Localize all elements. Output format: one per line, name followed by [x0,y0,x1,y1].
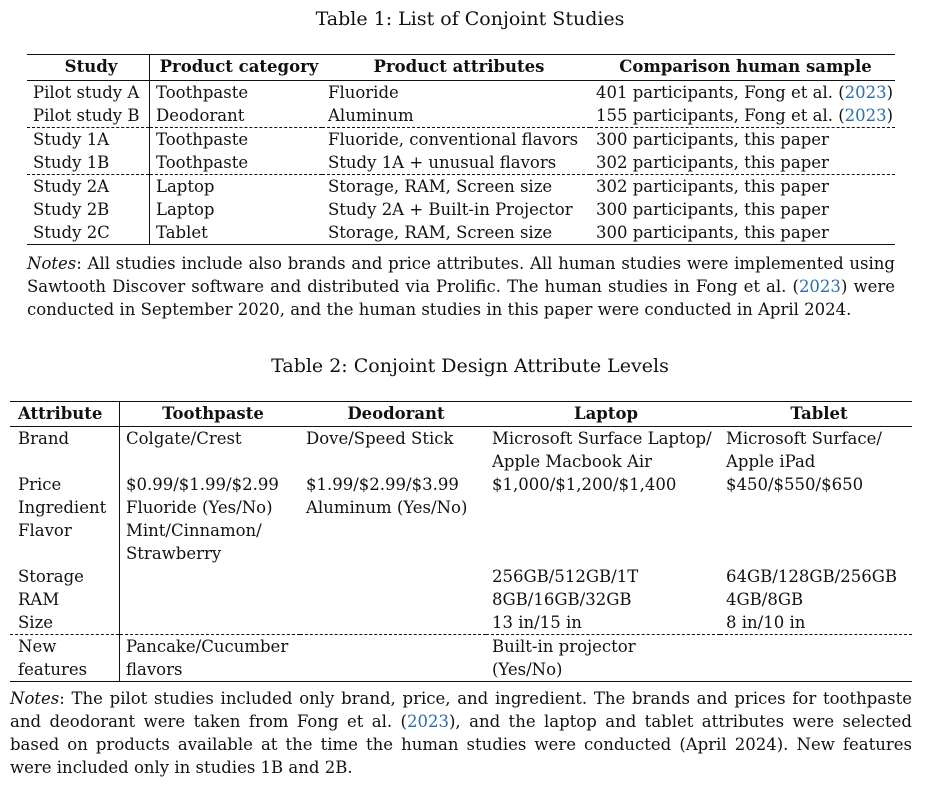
table2-cell-deodorant [300,611,486,635]
table2-cell-tablet: Apple iPad [726,452,816,471]
table1-cell-category: Laptop [156,200,215,219]
table1-cell-study: Study 2B [27,198,150,221]
notes-text-end: ) were conducted in September 2020, and the human studies in this paper were conducted in April 2024. [27,277,895,319]
table1-cell-category: Toothpaste [156,153,249,172]
table2-cell-tablet: 64GB/128GB/256GB [726,567,898,586]
table2-cell-toothpaste: Strawberry [126,544,222,563]
table2-cell-tablet: $450/$550/$650 [726,475,864,494]
table2-cell-toothpaste: $0.99/$1.99/$2.99 [126,475,279,494]
table-row [10,635,912,659]
table1-cell-study: Pilot study B [27,104,150,128]
table1-cell-category: Toothpaste [156,83,249,102]
table1-cell-attributes: Storage, RAM, Screen size [322,175,590,199]
table1-header-attributes: Product attributes [322,55,590,81]
table1-cell-attributes: Study 1A + unusual flavors [328,153,557,172]
table1-cell-attributes: Fluoride [328,83,399,102]
citation-link[interactable]: 2023 [407,712,449,731]
notes-text: : All studies include also brands and price attributes. All human studies were implemented using Sawtooth Discover software and distributed via Prolific. The human studies in Fong et al. ( [27,254,895,296]
table2-cell-toothpaste [120,565,301,588]
table2-cell-laptop: $1,000/$1,200/$1,400 [492,475,677,494]
table2-cell-tablet [720,542,912,565]
table2 [10,401,912,682]
table1-comparison-text: 401 participants, Fong et al. ( [596,83,845,102]
table2-cell-toothpaste [120,611,301,635]
table2-cell-tablet [720,496,912,519]
table2-cell-laptop: Built-in projector [486,635,720,659]
table-row [10,473,912,496]
table1-cell-study: Pilot study A [27,81,150,105]
table2-header-attribute: Attribute [10,402,120,427]
table1-header-comparison: Comparison human sample [590,55,895,81]
table2-header-laptop: Laptop [486,402,720,427]
table2-header-toothpaste: Toothpaste [120,402,301,427]
table-row [10,519,912,542]
table1-cell-study: Study 1B [27,151,150,175]
table2-header-row [10,402,912,427]
table2-cell-attribute: Flavor [10,519,120,542]
table2-cell-laptop [486,496,720,519]
table2-cell-attribute [10,542,120,565]
notes-text: : The pilot studies included only brand, price, and ingredient. The brands and prices for toothpaste and deodorant were taken from Fong et al. ( [10,689,912,731]
table1-cell-category: Toothpaste [150,128,323,152]
table-row [10,611,912,635]
table2-cell-deodorant [300,658,486,682]
table2-cell-attribute: Price [10,473,120,496]
table1-comparison-text: 155 participants, Fong et al. ( [596,106,845,125]
table-row [27,198,895,221]
table2-cell-tablet [720,519,912,542]
table2-cell-laptop: Apple Macbook Air [492,452,653,471]
table1-cell-attributes: Fluoride, conventional flavors [322,128,590,152]
table-row [27,175,895,199]
table2-cell-attribute: New [10,635,120,659]
table2-cell-laptop: 256GB/512GB/1T [492,567,639,586]
notes-text-end: ), and the laptop and tablet attributes were selected based on products available at the time the human studies were conducted (April 2024). New features were included only in studies 1B and 2B. [10,712,912,777]
table2-cell-deodorant: Aluminum (Yes/No) [306,498,468,517]
table1-comparison-close: ) [886,83,894,102]
table2-cell-tablet: Microsoft Surface/ [726,429,882,448]
notes-label: Notes [27,254,77,273]
table1-cell-attributes: Aluminum [328,106,414,125]
table2-cell-laptop: 8GB/16GB/32GB [492,590,632,609]
table2-cell-laptop [486,519,720,542]
table2-cell-attribute: Brand [10,427,120,451]
table2-cell-toothpaste: Pancake/Cucumber [120,635,301,659]
table2-cell-toothpaste: Fluoride (Yes/No) [126,498,273,517]
table1-header-category: Product category [150,55,323,81]
table2-cell-attribute: RAM [10,588,120,611]
table1-cell-study: Study 1A [27,128,150,152]
table2-cell-attribute: Ingredient [10,496,120,519]
table-row [27,221,895,245]
table-row [10,450,912,473]
table1-caption: Table 1: List of Conjoint Studies [315,8,625,30]
table2-cell-deodorant: $1.99/$2.99/$3.99 [306,475,459,494]
table1-cell-attributes: Study 2A + Built-in Projector [328,200,573,219]
table2-cell-toothpaste [120,450,301,473]
citation-link[interactable]: 2023 [844,106,887,125]
table2-cell-toothpaste [120,588,301,611]
table1-notes [27,252,895,321]
table1-cell-study: Study 2A [27,175,150,199]
table2-cell-laptop: (Yes/No) [492,660,563,679]
table2-cell-attribute: Size [10,611,120,635]
table2-cell-toothpaste: flavors [126,660,183,679]
table2-cell-tablet [720,658,912,682]
table1-cell-comparison: 302 participants, this paper [590,175,895,199]
table2-cell-deodorant: Dove/Speed Stick [306,429,454,448]
table2-caption: Table 2: Conjoint Design Attribute Levels [271,355,669,377]
table2-cell-deodorant [300,542,486,565]
table1-cell-comparison [590,104,895,128]
table1-cell-comparison: 300 participants, this paper [596,200,829,219]
table1-header-study: Study [27,55,150,81]
table2-cell-tablet: 4GB/8GB [726,590,804,609]
table-row [27,151,895,175]
table2-cell-attribute [10,450,120,473]
table1-comparison-close: ) [886,106,894,125]
table2-cell-deodorant [300,450,486,473]
table2-cell-laptop: 13 in/15 in [492,613,582,632]
table2-cell-deodorant [300,519,486,542]
table1 [27,54,895,245]
table-row [27,128,895,152]
table1-cell-comparison: 300 participants, this paper [590,128,895,152]
table2-cell-tablet [720,635,912,659]
table-row [10,542,912,565]
table2-cell-tablet: 8 in/10 in [726,613,806,632]
table2-cell-attribute: features [10,658,120,682]
table-row [10,658,912,682]
table2-header-deodorant: Deodorant [300,402,486,427]
notes-label: Notes [10,689,60,708]
table-row [10,588,912,611]
table1-cell-category: Laptop [150,175,323,199]
table-row [27,104,895,128]
table2-cell-toothpaste: Mint/Cinnamon/ [126,521,262,540]
table2-header-tablet: Tablet [720,402,912,427]
table2-cell-toothpaste: Colgate/Crest [126,429,242,448]
table-row [10,496,912,519]
table2-notes [10,687,912,779]
table-row [10,565,912,588]
table1-cell-attributes: Storage, RAM, Screen size [328,223,553,242]
table2-cell-laptop [486,542,720,565]
table2-cell-laptop: Microsoft Surface Laptop/ [492,429,712,448]
table2-cell-deodorant [300,635,486,659]
table2-cell-deodorant [300,588,486,611]
table1-cell-comparison [590,81,895,105]
citation-link[interactable]: 2023 [844,83,887,102]
table2-cell-attribute: Storage [10,565,120,588]
table-row [27,81,895,105]
table1-cell-comparison: 302 participants, this paper [596,153,829,172]
table2-cell-deodorant [300,565,486,588]
table1-header-row [27,55,895,81]
table1-cell-study: Study 2C [27,221,150,245]
table1-cell-comparison: 300 participants, this paper [596,223,829,242]
table1-cell-category: Tablet [156,223,208,242]
table-row [10,427,912,451]
citation-link[interactable]: 2023 [798,277,841,296]
table1-cell-category: Deodorant [156,106,245,125]
